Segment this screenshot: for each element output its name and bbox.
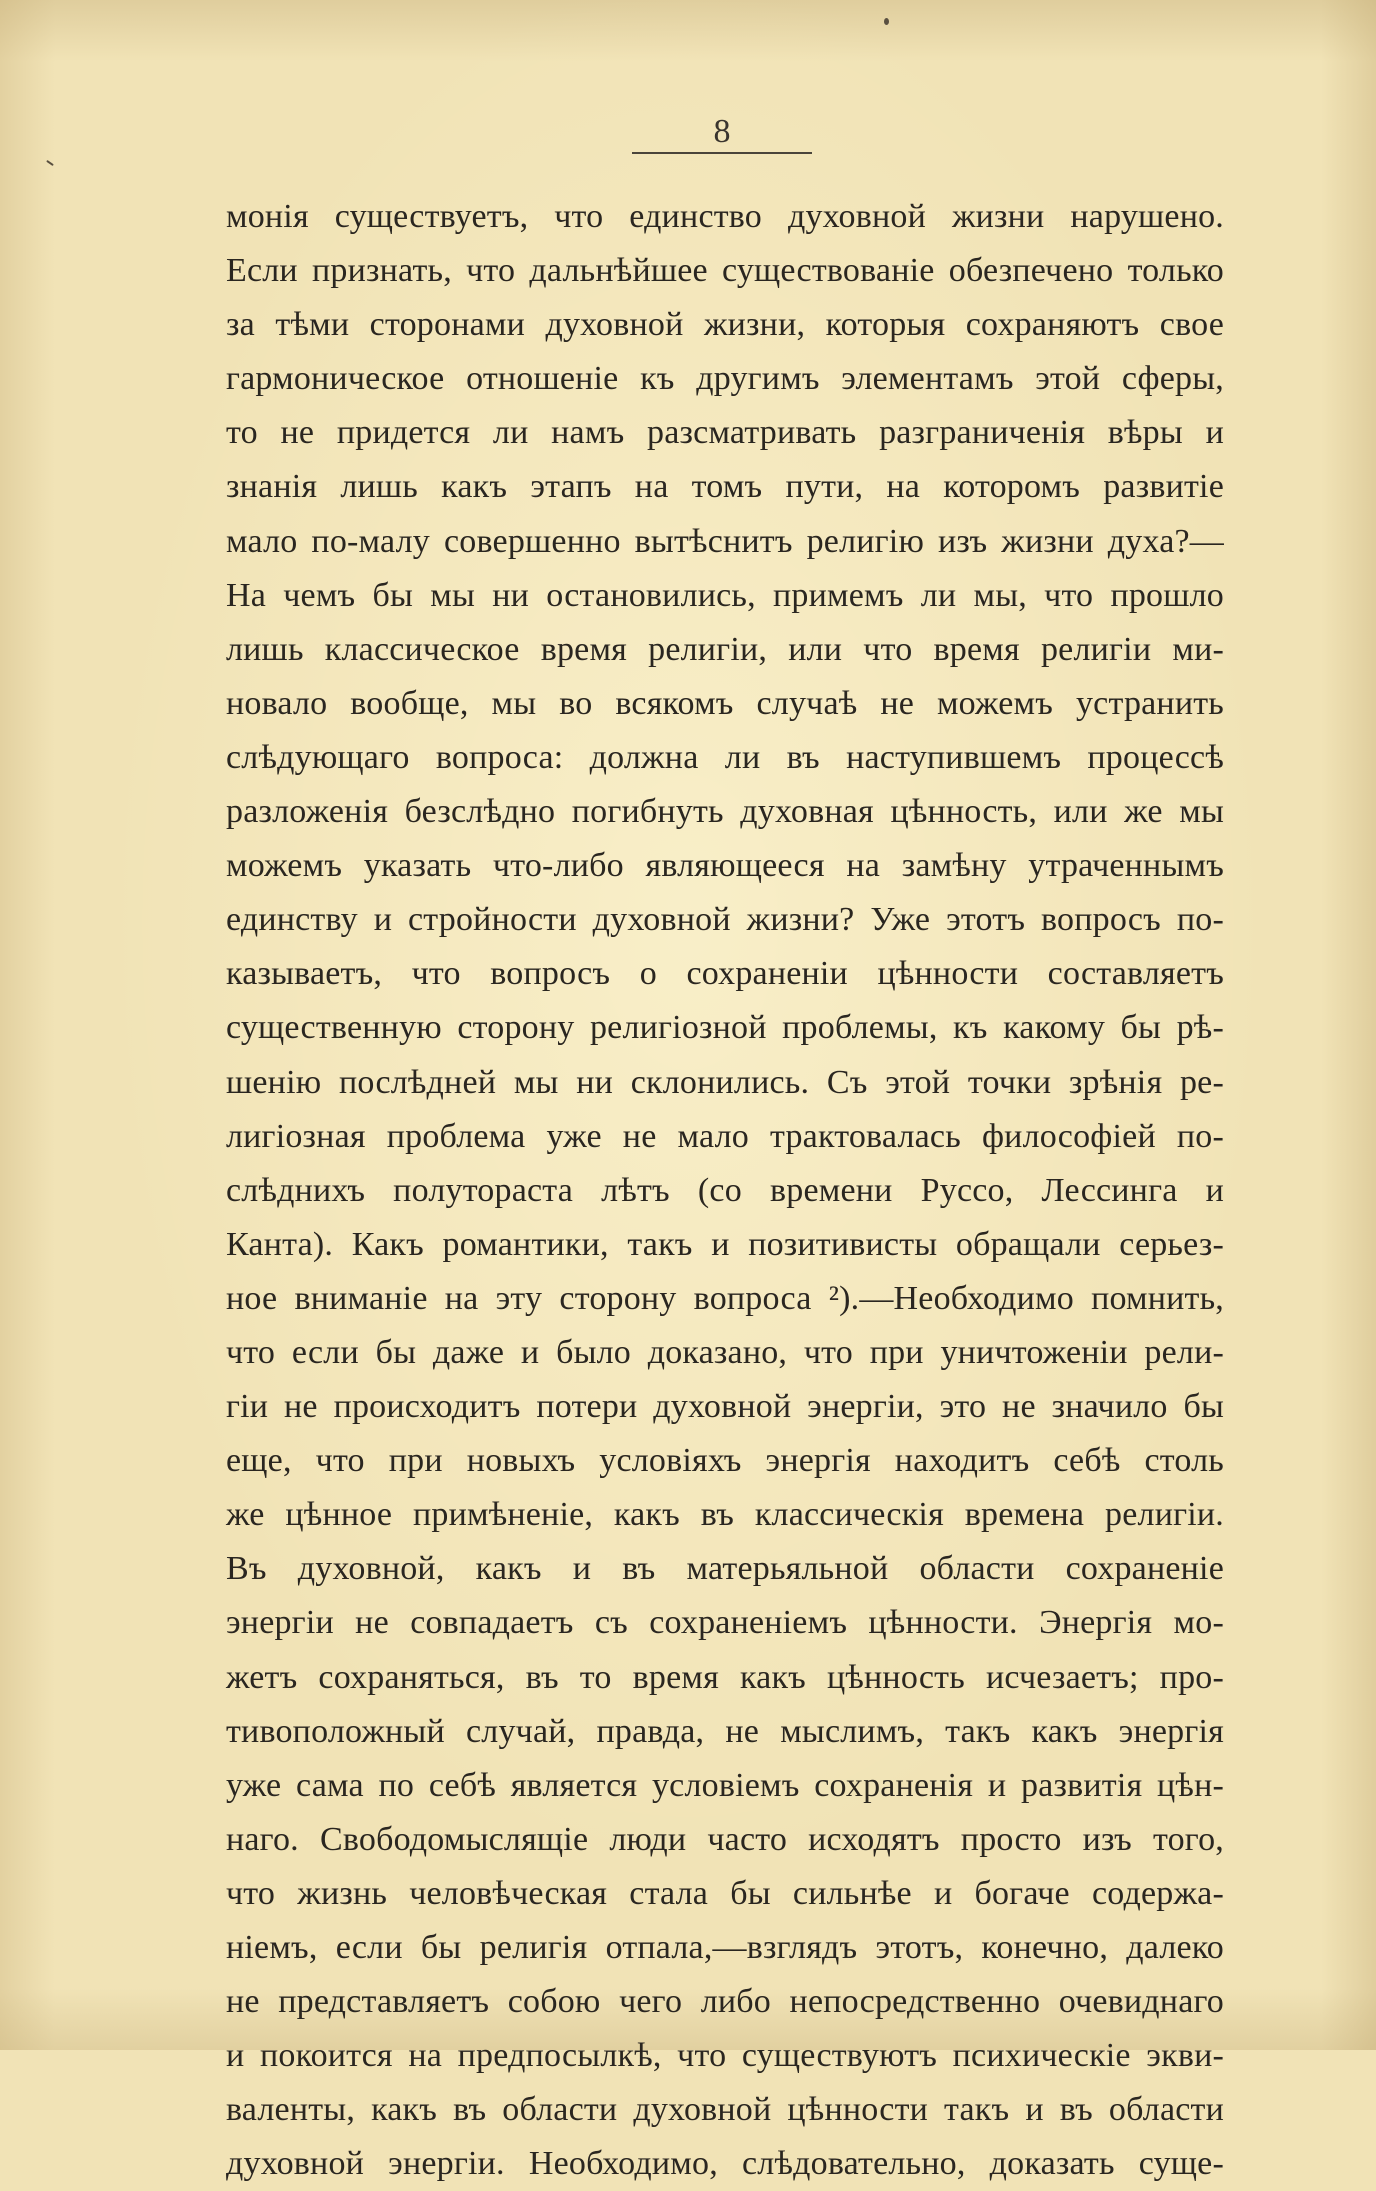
text-line: ное вниманіе на эту сторону вопроса ²).—Необходимо помнить, <box>226 1279 1224 1317</box>
page-header <box>632 112 812 152</box>
text-line: духовной энергіи. Необходимо, слѣдовательно, доказать суще- <box>226 2145 1224 2183</box>
text-line: за тѣми сторонами духовной жизни, которыя сохраняютъ свое <box>226 306 1224 344</box>
text-line: единству и стройности духовной жизни? Уже этотъ вопросъ по- <box>226 901 1224 939</box>
text-line: энергіи не совпадаетъ съ сохраненіемъ цѣнности. Энергія мо- <box>226 1604 1224 1642</box>
text-line: жетъ сохраняться, въ то время какъ цѣнность исчезаетъ; про- <box>226 1658 1224 1696</box>
text-line: слѣднихъ полутораста лѣтъ (со времени Руссо, Лессинга и <box>226 1171 1224 1209</box>
text-line: гармоническое отношеніе къ другимъ элементамъ этой сферы, <box>226 360 1224 398</box>
text-line: казываетъ, что вопросъ о сохраненіи цѣнности составляетъ <box>226 955 1224 993</box>
text-line: не представляетъ собою чего либо непосредственно очевиднаго <box>226 1983 1224 2021</box>
text-line: Канта). Какъ романтики, такъ и позитивисты обращали серьез- <box>226 1225 1224 1263</box>
text-line: то не придется ли намъ разсматривать разграниченія вѣры и <box>226 414 1224 452</box>
text-line: же цѣнное примѣненіе, какъ въ классическія времена религіи. <box>226 1496 1224 1534</box>
text-line: еще, что при новыхъ условіяхъ энергія находитъ себѣ столь <box>226 1442 1224 1480</box>
text-line: На чемъ бы мы ни остановились, примемъ ли мы, что прошло <box>226 576 1224 614</box>
text-line: что если бы даже и было доказано, что при уничтоженіи рели- <box>226 1333 1224 1371</box>
text-line: Если признать, что дальнѣйшее существованіе обезпечено только <box>226 252 1224 290</box>
text-line: лишь классическое время религіи, или что время религіи ми- <box>226 630 1224 668</box>
text-line: ніемъ, если бы религія отпала,—взглядъ этотъ, конечно, далеко <box>226 1929 1224 1966</box>
text-line: знанія лишь какъ этапъ на томъ пути, на которомъ развитіе <box>226 468 1224 506</box>
text-line: гіи не происходитъ потери духовной энергіи, это не значило бы <box>226 1388 1224 1426</box>
header-rule <box>632 152 812 154</box>
text-line: лигіозная проблема уже не мало трактовалась философіей по- <box>226 1117 1224 1155</box>
text-line: валенты, какъ въ области духовной цѣнности такъ и въ области <box>226 2091 1224 2129</box>
ink-fleck <box>46 160 54 166</box>
text-line: что жизнь человѣческая стала бы сильнѣе и богаче содержа- <box>226 1874 1224 1912</box>
text-line: тивоположный случай, правда, не мыслимъ, такъ какъ энергія <box>226 1712 1224 1750</box>
page-number: 8 <box>713 113 731 150</box>
text-line: можемъ указать что-либо являющееся на замѣну утраченнымъ <box>226 847 1224 885</box>
text-line: мало по-малу совершенно вытѣснитъ религію изъ жизни духа?— <box>226 522 1224 560</box>
text-line: шенію послѣдней мы ни склонились. Съ этой точки зрѣнія ре- <box>226 1063 1224 1101</box>
text-line: монія существуетъ, что единство духовной жизни нарушено. <box>226 198 1224 235</box>
text-line: и покоится на предпосылкѣ, что существуютъ психическіе экви- <box>226 2037 1224 2075</box>
ink-fleck <box>884 18 889 25</box>
text-line: разложенія безслѣдно погибнуть духовная цѣнность, или же мы <box>226 793 1224 831</box>
body-text <box>226 190 1224 2191</box>
text-line: Въ духовной, какъ и въ матерьяльной области сохраненіе <box>226 1550 1224 1588</box>
text-line: слѣдующаго вопроса: должна ли въ наступившемъ процессѣ <box>226 738 1224 776</box>
text-line: наго. Свободомыслящіе люди часто исходятъ просто изъ того, <box>226 1820 1224 1858</box>
text-line: новало вообще, мы во всякомъ случаѣ не можемъ устранить <box>226 684 1224 722</box>
text-line: уже сама по себѣ является условіемъ сохраненія и развитія цѣн- <box>226 1766 1224 1804</box>
text-line: существенную сторону религіозной проблемы, къ какому бы рѣ- <box>226 1009 1224 1047</box>
